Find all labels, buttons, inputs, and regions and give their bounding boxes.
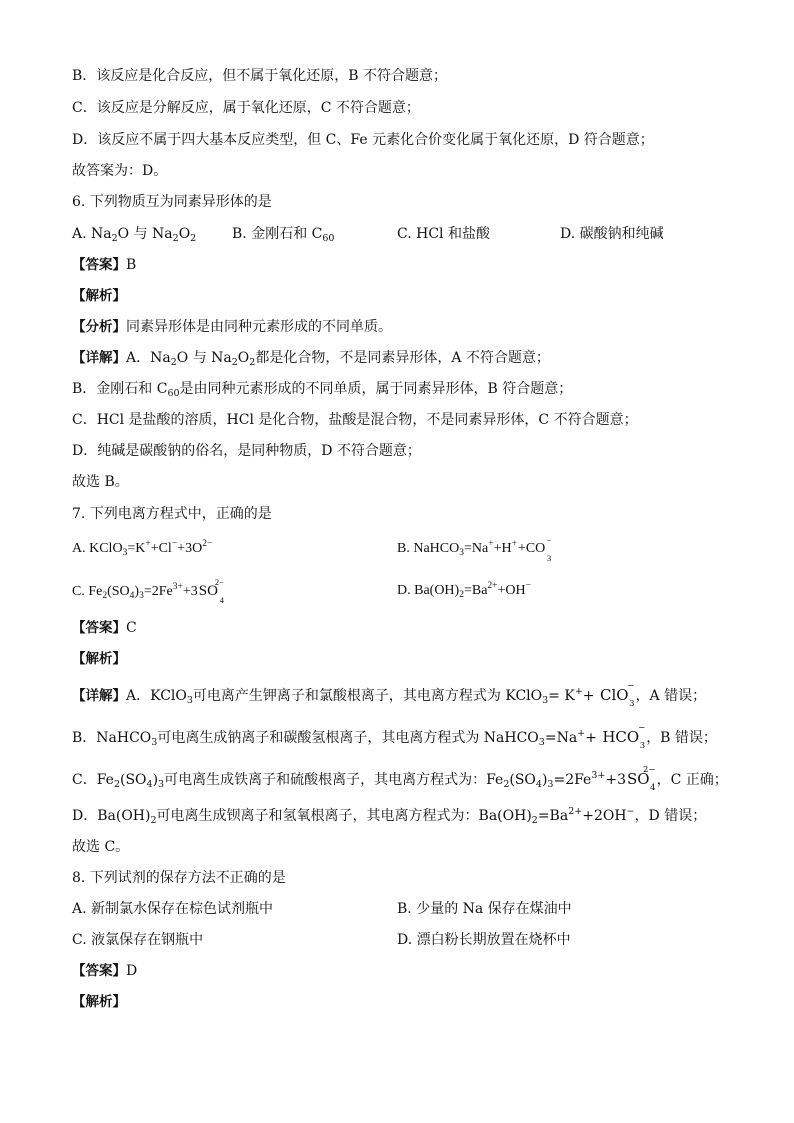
q5-option-b-explanation: B．该反应是化合反应，但不属于氧化还原，B 不符合题意； <box>72 68 448 84</box>
q7-question: 7. 下列电离方程式中，正确的是 <box>72 506 272 522</box>
q8-analysis-tag: 【解析】 <box>72 994 126 1010</box>
q6-detail-d: D．纯碱是碳酸钠的俗名，是同种物质，D 不符合题意； <box>72 443 421 459</box>
q6-option-b: B. 金刚石和 $C_{60}$ <box>232 226 335 244</box>
q7-analysis-tag: 【解析】 <box>72 651 126 667</box>
q6-option-d: D. 碳酸钠和纯碱 <box>560 226 664 242</box>
q5-option-d-explanation: D．该反应不属于四大基本反应类型，但 C、Fe 元素化合价变化属于氧化还原，D 符合题意； <box>72 132 654 148</box>
q7-detail-b: B．NaHCO$_3$可电离生成钠离子和碳酸氢根离子，其电离方程式为 NaHCO$_3$=Na++ HCO − 3 ，B 错误； <box>72 723 717 751</box>
q7-detail-a: 【详解】A．KClO$_3$可电离产生钾离子和氯酸根离子，其电离方程式为 KClO$_3$= K++ ClO − 3 ，A 错误； <box>72 681 707 709</box>
q7-answer: 【答案】C <box>72 620 137 636</box>
q6-option-a: A. $Na_2O$ 与 $Na_2O_2$ <box>72 226 197 244</box>
q7-conclusion: 故选 C。 <box>72 839 130 855</box>
q6-detail-b: B．金刚石和 $C_{60}$是由同种元素形成的不同单质，属于同素异形体，B 符合题意； <box>72 381 573 399</box>
q6-conclusion: 故选 B。 <box>72 474 129 490</box>
q7-option-b: B. NaHCO$_3$=Na++H++CO − 3 <box>397 535 552 563</box>
q6-answer: 【答案】B <box>72 257 137 273</box>
q6-question: 6. 下列物质互为同素异形体的是 <box>72 194 272 210</box>
q6-option-c: C. HCl 和盐酸 <box>397 226 490 242</box>
q5-conclusion: 故答案为：D。 <box>72 163 168 179</box>
q8-option-b: B. 少量的 Na 保存在煤油中 <box>397 901 572 917</box>
q7-detail-c: C．$Fe_2(SO_4)_3$可电离生成铁离子和硫酸根离子，其电离方程式为：$Fe_2(SO_4)_3=2Fe^{3+}+3SO$ 2− 4 ，C 正确； <box>72 765 728 793</box>
q7-option-c: C. $Fe_2(SO_4)_3=2Fe^{3+}+3SO$ 2− 4 <box>72 577 224 605</box>
q8-answer: 【答案】D <box>72 963 138 979</box>
q8-option-d: D. 漂白粉长期放置在烧杯中 <box>397 932 571 948</box>
q8-option-a: A. 新制氯水保存在棕色试剂瓶中 <box>72 901 274 917</box>
q8-question: 8. 下列试剂的保存方法不正确的是 <box>72 870 286 886</box>
q6-detail-c: C．HCl 是盐酸的溶质，HCl 是化合物，盐酸是混合物，不是同素异形体，C 不符合题意； <box>72 412 638 428</box>
q7-option-d: D. $Ba(OH)_2=Ba^{2+}+OH^-$ <box>397 581 532 600</box>
q7-option-a: A. $KClO_3=K^++Cl^-+3O^{2-}$ <box>72 539 213 558</box>
q6-analysis-tag: 【解析】 <box>72 288 126 304</box>
q6-detail-a: 【详解】A．$Na_2O$ 与 $Na_2O_2$都是化合物，不是同素异形体，A 不符合题意； <box>72 350 550 368</box>
q7-detail-d: D．$Ba(OH)_2$可电离生成钡离子和氢氧根离子，其电离方程式为：$Ba(OH)_2=Ba^{2+}+2OH^-$，D 错误； <box>72 806 707 826</box>
q5-option-c-explanation: C．该反应是分解反应，属于氧化还原，C 不符合题意； <box>72 100 420 116</box>
q6-analysis-summary: 【分析】同素异形体是由同种元素形成的不同单质。 <box>72 319 392 335</box>
q8-option-c: C. 液氯保存在钢瓶中 <box>72 932 204 948</box>
